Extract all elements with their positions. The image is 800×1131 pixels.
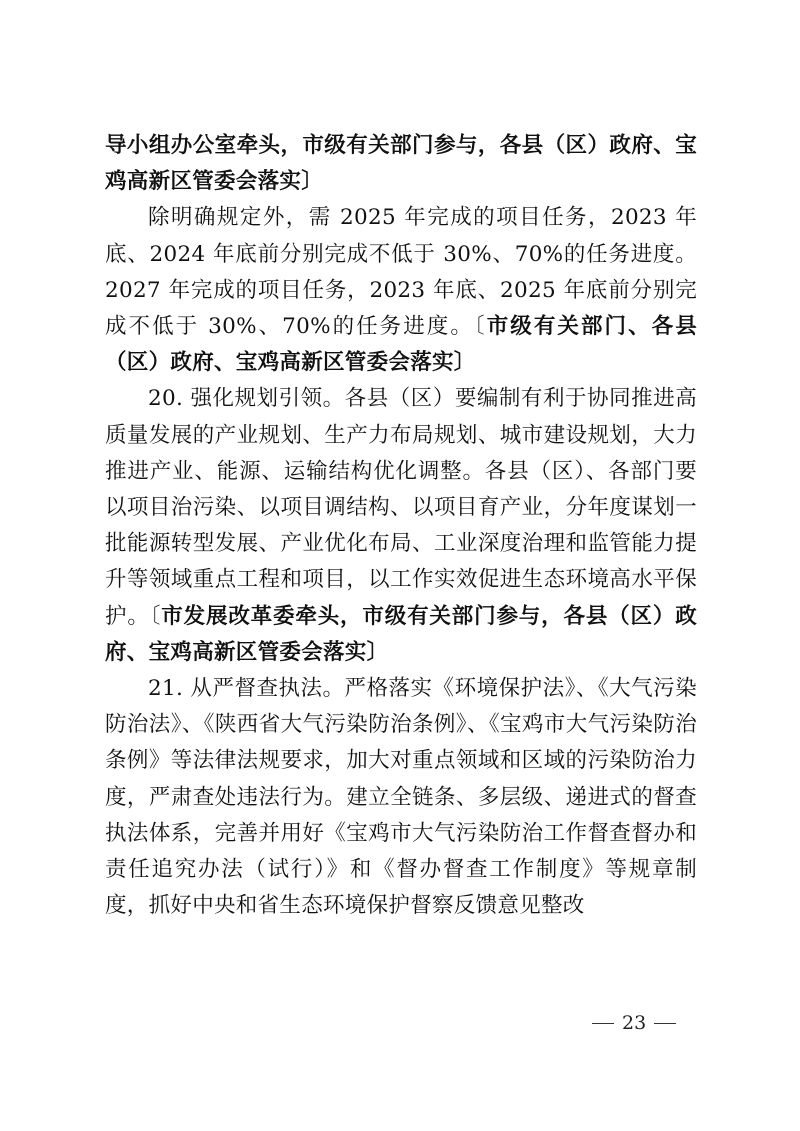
document-body	[105, 128, 697, 924]
paragraph-2-text: 除明确规定外，需 2025 年完成的项目任务，2023 年底、2024 年底前分别完成不低于 30%、70%的任务进度。2027 年完成的项目任务，2023 年底、2025 年底前分别完成不低于 30%、70%的任务进度。〔	[105, 205, 697, 340]
paragraph-1-responsible: 导小组办公室牵头，市级有关部门参与，各县（区）政府、宝鸡高新区管委会落实〕	[105, 133, 697, 195]
paragraph-4-text: 21. 从严督查执法。严格落实《环境保护法》、《大气污染防治法》、《陕西省大气污染防治条例》、《宝鸡市大气污染防治条例》等法律法规要求，加大对重点领域和区域的污染防治力度，严肃查处违法行为。建立全链条、多层级、递进式的督查执法体系，完善并用好《宝鸡市大气污染防治工作督查督办和责任追究办法（试行）》和《督办督查工作制度》等规章制度，抓好中央和省生态环境保护督察反馈意见整改	[105, 676, 697, 919]
page-number: 23	[622, 1012, 647, 1034]
paragraph-3-responsible: 市发展改革委牵头，市级有关部门参与，各县（区）政府、宝鸡高新区管委会落实〕	[105, 603, 698, 665]
paragraph-2-responsible: 市级有关部门、各县（区）政府、宝鸡高新区管委会落实〕	[105, 314, 697, 376]
paragraph-3	[105, 381, 697, 671]
footer-dash-right	[654, 1023, 676, 1024]
paragraph-1	[105, 128, 697, 200]
paragraph-4	[105, 671, 697, 924]
paragraph-3-text: 20. 强化规划引领。各县（区）要编制有利于协同推进高质量发展的产业规划、生产力布局规划、城市建设规划，大力推进产业、能源、运输结构优化调整。各县（区）、各部门要以项目治污染、以项目调结构、以项目育产业，分年度谋划一批能源转型发展、产业优化布局、工业深度治理和监管能力提升等领域重点工程和项目，以工作实效促进生态环境高水平保护。〔	[105, 386, 697, 629]
footer-dash-left	[592, 1023, 614, 1024]
page-footer	[592, 1012, 702, 1034]
paragraph-2	[105, 200, 697, 381]
